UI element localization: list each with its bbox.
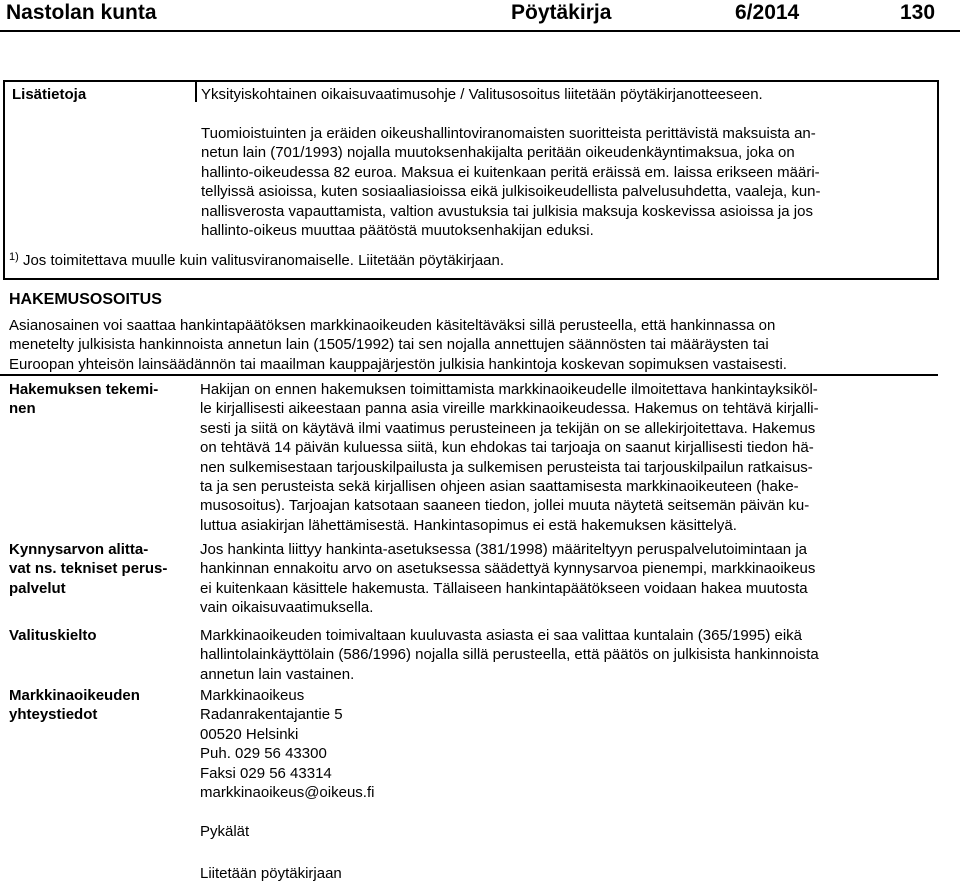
section-divider (0, 374, 938, 376)
info-box-label: Lisätietoja (12, 86, 87, 103)
text-line: ta ja sen perusteista sekä kirjallisen ohjeen asian saattamisesta markkinaoikeuteen (hake- (200, 478, 799, 496)
text-line: annetun lain vastainen. (200, 665, 355, 683)
email-address: markkinaoikeus@oikeus.fi (200, 784, 375, 802)
text-line: Markkinaoikeuden toimivaltaan kuuluvasta asiasta ei saa valittaa kuntalain (365/1995) eikä (200, 627, 803, 644)
contact-label (9, 686, 140, 725)
footnote-text: Jos toimitettava muulle kuin valitusviranomaiselle. Liitetään pöytäkirjaan. (22, 252, 505, 269)
court-fee-paragraph (201, 124, 936, 240)
text-line: hallinto-oikeudessa 82 euroa. Maksua ei kuitenkaan peritä eräissä em. laissa erikseen määri- (201, 163, 820, 181)
header-divider (0, 30, 960, 32)
attachment-note: Liitetään pöytäkirjaan (200, 865, 342, 882)
footnote (9, 247, 504, 271)
document-type: Pöytäkirja (511, 1, 612, 24)
text-line: sesti ja siitä on käytävä ilmi vaatimus perusteineen ja tekijän on se allekirjoitettava. Hakemus (200, 419, 816, 437)
label-line: Hakemuksen tekemi- (9, 381, 159, 398)
text-line: musosoitus). Tarjoajan katsotaan saaneen tiedon, jollei muuta näytetä seitsemän päivän ku- (200, 497, 810, 515)
fax-number: Faksi 029 56 43314 (200, 764, 332, 782)
label-line: vat ns. tekniset perus- (9, 560, 168, 578)
text-line: luttua asiakirjan lähettämisestä. Hankintasopimus ei estä hakemuksen käsittelyä. (200, 516, 737, 534)
text-line: Jos hankinta liittyy hankinta-asetuksessa (381/1998) määriteltyyn peruspalvelutoimintaan ja (200, 541, 807, 558)
contact-details (200, 686, 940, 802)
phone-number: Puh. 029 56 43300 (200, 745, 327, 763)
court-name: Markkinaoikeus (200, 687, 305, 704)
appeal-ban-text (200, 626, 940, 684)
text-line: ei kuitenkaan käsittele hakemusta. Tällaiseen hankintapäätökseen voidaan hakea muutosta (200, 579, 808, 597)
appeal-ban-label: Valituskielto (9, 627, 97, 644)
text-line: netun lain (701/1993) nojalla muutoksenhakijalta peritään oikeudenkäyntimaksua, joka on (201, 144, 795, 162)
deadline-text (200, 380, 940, 535)
text-line: hankinnan ennakoitu arvo on asetuksessa säädettyä kynnysarvoa pienempi, markkinaoikeus (200, 560, 816, 578)
label-line: palvelut (9, 579, 66, 597)
text-line: nen sulkemisestaan tarjouskilpailusta ja sulkemisen perusteista tai tarjouskilpailun ratkaisus- (200, 458, 813, 476)
footnote-mark: 1) (9, 251, 19, 263)
page-number: 130 (900, 1, 936, 24)
appeal-intro (9, 316, 939, 374)
municipality-name: Nastolan kunta (6, 1, 157, 24)
deadline-label (9, 380, 158, 419)
label-line: Markkinaoikeuden (9, 687, 140, 704)
info-box-divider (195, 82, 197, 102)
text-line: Tuomioistuinten ja eräiden oikeushallintoviranomaisten suoritteista perittävistä maksuista an- (201, 125, 816, 142)
section-title: HAKEMUSOSOITUS (9, 291, 162, 308)
label-line: yhteystiedot (9, 706, 98, 724)
text-line: Euroopan yhteisön lainsäädännön tai maailman kauppajärjestön julkisia hankintoja koskevan sopimuksen vastaisesti. (9, 355, 787, 373)
text-line: vain oikaisuvaatimuksella. (200, 599, 374, 617)
threshold-text (200, 540, 940, 618)
info-box-heading: Yksityiskohtainen oikaisuvaatimusohje / Valitusosoitus liitetään pöytäkirjanotteeseen. (201, 86, 763, 103)
text-line: tellyissä asioissa, kuten sosiaaliasioissa eikä julkisoikeudellista palvelusuhdetta, vaaleja, kun- (201, 183, 821, 201)
text-line: on tehtävä 14 päivän kuluessa siitä, kun ehdokas tai tarjoaja on saanut kirjallisesti tiedon hä- (200, 439, 814, 457)
text-line: hallinto-oikeus muuttaa päätöstä muutoksenhakijan eduksi. (201, 222, 594, 240)
text-line: Asianosainen voi saattaa hankintapäätöksen markkinaoikeuden käsiteltäväksi sillä perusteella, että hankinnassa on (9, 317, 776, 334)
sections-label: Pykälät (200, 823, 250, 840)
text-line: menetelty julkisista hankinnoista annetun lain (1505/1992) tai sen nojalla annettujen säännösten tai määräysten tai (9, 336, 769, 354)
page-header (0, 0, 960, 30)
label-line: Kynnysarvon alitta- (9, 541, 149, 558)
text-line: le kirjallisesti aikeestaan panna asia vireille markkinaoikeudessa. Hakemus on tehtävä kirjalli- (200, 400, 819, 418)
text-line: Hakijan on ennen hakemuksen toimittamista markkinaoikeudelle ilmoitettava hankintayksiköl- (200, 381, 818, 398)
label-line: nen (9, 400, 36, 418)
text-line: hallintolainkäyttölain (586/1996) nojalla sillä perusteella, että päätös on julkisista hankinnoista (200, 646, 819, 664)
postal-address: 00520 Helsinki (200, 725, 299, 743)
text-line: nallisverosta vapauttamista, valtion avustuksia tai julkisia maksuja koskevissa asioissa ja jos (201, 202, 813, 220)
street-address: Radanrakentajantie 5 (200, 706, 343, 724)
issue-number: 6/2014 (735, 1, 800, 24)
threshold-label (9, 540, 167, 598)
